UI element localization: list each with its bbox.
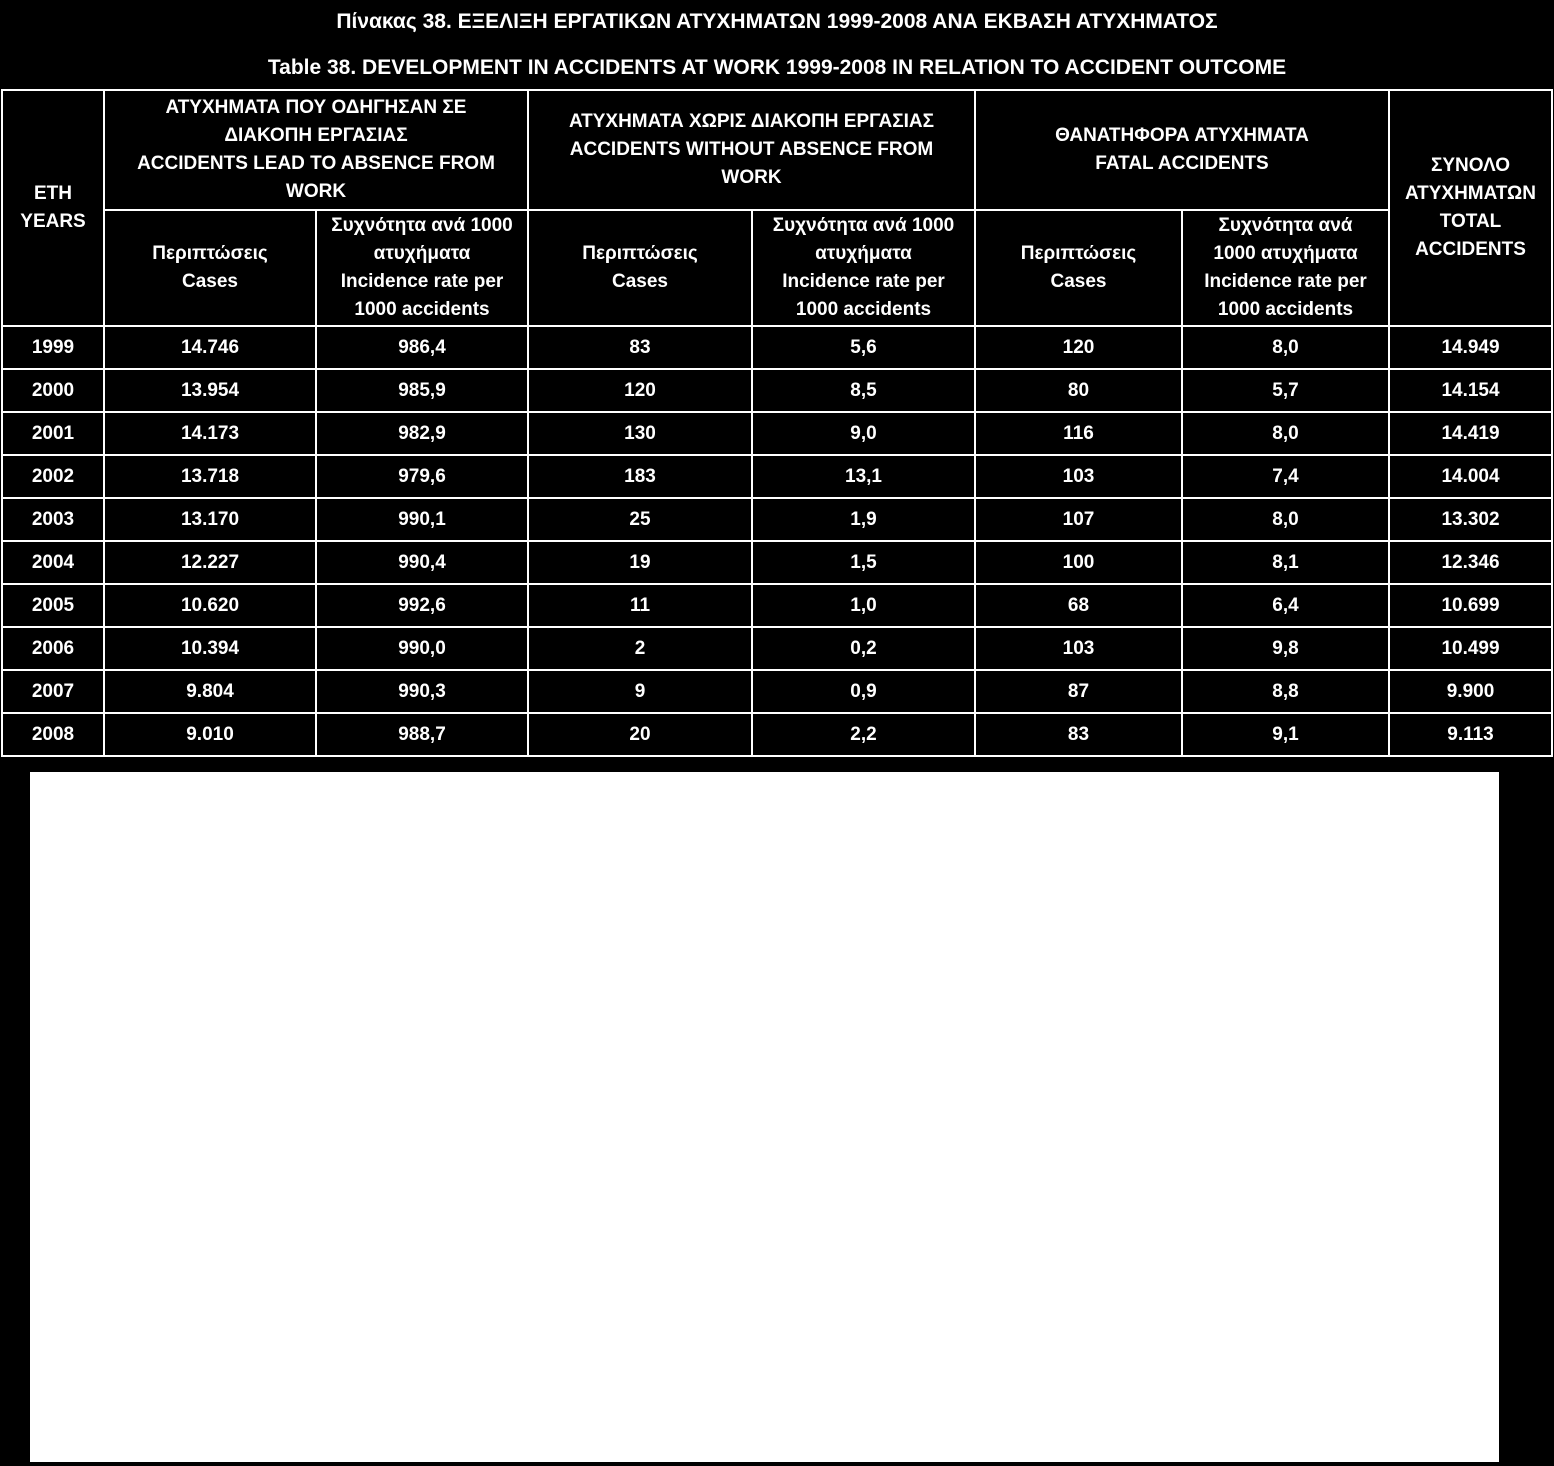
fatal-rate-cell: 8,0: [1182, 498, 1389, 541]
fatal-rate-cell: 6,4: [1182, 584, 1389, 627]
year-cell: 2008: [2, 713, 104, 756]
no-absence-rate-cell: 1,5: [752, 541, 975, 584]
header-text-line: ACCIDENTS WITHOUT ABSENCE FROM: [569, 139, 934, 160]
header-text-line: Περιπτώσεις: [582, 243, 698, 264]
table-row: [2, 455, 1552, 498]
year-cell: 2006: [2, 627, 104, 670]
absence-cases-cell: 13.170: [104, 498, 316, 541]
header-text-line: Περιπτώσεις: [1020, 243, 1137, 264]
header-text-line: ατυχήματα: [373, 243, 471, 264]
header-absence-cases: [104, 210, 316, 326]
absence-rate-cell: 990,4: [316, 541, 528, 584]
header-text-line: Συχνότητα ανά 1000: [772, 215, 955, 236]
header-text-line: Συχνότητα ανά: [1218, 215, 1353, 236]
no-absence-rate-cell: 5,6: [752, 326, 975, 369]
absence-cases-cell: 13.718: [104, 455, 316, 498]
header-text-line: 1000 accidents: [1217, 299, 1354, 320]
table-row: [2, 498, 1552, 541]
fatal-rate-cell: 8,0: [1182, 412, 1389, 455]
header-text-line: ατυχήματα: [815, 243, 912, 264]
fatal-cases-cell: 103: [975, 455, 1182, 498]
fatal-rate-cell: 7,4: [1182, 455, 1389, 498]
no-absence-rate-cell: 8,5: [752, 369, 975, 412]
header-no-absence-group: [528, 90, 975, 210]
year-cell: 2001: [2, 412, 104, 455]
header-text-line: WORK: [285, 181, 347, 202]
table-row: [2, 584, 1552, 627]
header-no-absence-cases: [528, 210, 752, 326]
header-text-line: ACCIDENTS LEAD TO ABSENCE FROM: [137, 153, 495, 174]
no-absence-cases-cell: 2: [528, 627, 752, 670]
no-absence-rate-cell: 13,1: [752, 455, 975, 498]
absence-rate-cell: 990,1: [316, 498, 528, 541]
header-text-line: TOTAL: [1439, 211, 1502, 232]
table-row: [2, 369, 1552, 412]
absence-rate-cell: 986,4: [316, 326, 528, 369]
header-absence-group: [104, 90, 528, 210]
table-row: [2, 326, 1552, 369]
header-text-line: Cases: [182, 271, 238, 292]
absence-rate-cell: 990,3: [316, 670, 528, 713]
header-text-line: ΑΤΥΧΗΜΑΤΑ ΧΩΡΙΣ ΔΙΑΚΟΠΗ ΕΡΓΑΣΙΑΣ: [568, 111, 935, 132]
header-text-line: 1000 ατυχήματα: [1213, 243, 1358, 264]
fatal-cases-cell: 87: [975, 670, 1182, 713]
header-fatal-cases: [975, 210, 1182, 326]
table-row: [2, 713, 1552, 756]
absence-rate-cell: 992,6: [316, 584, 528, 627]
header-years: [2, 90, 104, 326]
table-title-greek: Πίνακας 38. ΕΞΕΛΙΞΗ ΕΡΓΑΤΙΚΩΝ ΑΤΥΧΗΜΑΤΩΝ 1999-2008 ΑΝΑ ΕΚΒΑΣΗ ΑΤΥΧΗΜΑΤΟΣ: [336, 10, 1218, 33]
fatal-cases-cell: 107: [975, 498, 1182, 541]
fatal-cases-cell: 116: [975, 412, 1182, 455]
header-text-line: ΘΑΝΑΤΗΦΟΡΑ ΑΤΥΧΗΜΑΤΑ: [1055, 125, 1309, 146]
table-row: [2, 412, 1552, 455]
total-cell: 12.346: [1389, 541, 1552, 584]
total-cell: 14.154: [1389, 369, 1552, 412]
year-cell: 2000: [2, 369, 104, 412]
no-absence-rate-cell: 0,2: [752, 627, 975, 670]
no-absence-cases-cell: 9: [528, 670, 752, 713]
no-absence-rate-cell: 0,9: [752, 670, 975, 713]
no-absence-rate-cell: 1,0: [752, 584, 975, 627]
header-no-absence-rate: [752, 210, 975, 326]
header-years-greek: ΕΤΗ: [34, 183, 72, 204]
year-cell: 2004: [2, 541, 104, 584]
fatal-rate-cell: 9,1: [1182, 713, 1389, 756]
header-text-line: FATAL ACCIDENTS: [1095, 153, 1269, 174]
fatal-cases-cell: 68: [975, 584, 1182, 627]
no-absence-cases-cell: 25: [528, 498, 752, 541]
fatal-cases-cell: 83: [975, 713, 1182, 756]
absence-cases-cell: 14.173: [104, 412, 316, 455]
total-cell: 10.499: [1389, 627, 1552, 670]
header-text-line: ΑΤΥΧΗΜΑΤΩΝ: [1404, 183, 1536, 204]
header-text-line: ΣΥΝΟΛΟ: [1430, 155, 1510, 176]
header-text-line: Incidence rate per: [1204, 271, 1367, 292]
year-cell: 2003: [2, 498, 104, 541]
blank-chart-area: [30, 772, 1499, 1462]
header-text-line: Cases: [1050, 271, 1107, 292]
header-fatal-group: [975, 90, 1389, 210]
total-cell: 9.113: [1389, 713, 1552, 756]
fatal-rate-cell: 8,0: [1182, 326, 1389, 369]
absence-rate-cell: 988,7: [316, 713, 528, 756]
table-row: [2, 670, 1552, 713]
fatal-rate-cell: 8,1: [1182, 541, 1389, 584]
total-cell: 14.949: [1389, 326, 1552, 369]
header-text-line: ΑΤΥΧΗΜΑΤΑ ΠΟΥ ΟΔΗΓΗΣΑΝ ΣΕ: [165, 97, 467, 118]
header-years-english: YEARS: [20, 211, 86, 232]
header-text-line: 1000 accidents: [354, 299, 490, 320]
table-row: [2, 541, 1552, 584]
absence-rate-cell: 979,6: [316, 455, 528, 498]
year-cell: 2005: [2, 584, 104, 627]
absence-cases-cell: 14.746: [104, 326, 316, 369]
absence-cases-cell: 9.010: [104, 713, 316, 756]
fatal-cases-cell: 100: [975, 541, 1182, 584]
absence-cases-cell: 12.227: [104, 541, 316, 584]
no-absence-cases-cell: 19: [528, 541, 752, 584]
total-cell: 13.302: [1389, 498, 1552, 541]
total-cell: 14.004: [1389, 455, 1552, 498]
absence-rate-cell: 982,9: [316, 412, 528, 455]
fatal-rate-cell: 5,7: [1182, 369, 1389, 412]
no-absence-rate-cell: 9,0: [752, 412, 975, 455]
header-text-line: Περιπτώσεις: [152, 243, 268, 264]
header-fatal-rate: [1182, 210, 1389, 326]
no-absence-cases-cell: 130: [528, 412, 752, 455]
header-text-line: Incidence rate per: [782, 271, 945, 292]
absence-cases-cell: 9.804: [104, 670, 316, 713]
absence-cases-cell: 10.394: [104, 627, 316, 670]
header-text-line: Cases: [612, 271, 668, 292]
table-title-english: Table 38. DEVELOPMENT IN ACCIDENTS AT WORK 1999-2008 IN RELATION TO ACCIDENT OUTCOME: [267, 56, 1287, 79]
year-cell: 1999: [2, 326, 104, 369]
fatal-cases-cell: 103: [975, 627, 1182, 670]
absence-rate-cell: 990,0: [316, 627, 528, 670]
absence-rate-cell: 985,9: [316, 369, 528, 412]
no-absence-rate-cell: 2,2: [752, 713, 975, 756]
header-text-line: Συχνότητα ανά 1000: [331, 215, 513, 236]
fatal-rate-cell: 9,8: [1182, 627, 1389, 670]
total-cell: 14.419: [1389, 412, 1552, 455]
table-row: [2, 627, 1552, 670]
header-total: [1389, 90, 1552, 326]
header-text-line: WORK: [721, 167, 782, 188]
fatal-cases-cell: 80: [975, 369, 1182, 412]
header-text-line: Incidence rate per: [340, 271, 504, 292]
no-absence-cases-cell: 120: [528, 369, 752, 412]
absence-cases-cell: 13.954: [104, 369, 316, 412]
header-absence-rate: [316, 210, 528, 326]
accidents-table: [1, 89, 1553, 757]
total-cell: 9.900: [1389, 670, 1552, 713]
header-text-line: 1000 accidents: [795, 299, 932, 320]
no-absence-cases-cell: 11: [528, 584, 752, 627]
no-absence-rate-cell: 1,9: [752, 498, 975, 541]
header-text-line: ACCIDENTS: [1415, 239, 1526, 260]
absence-cases-cell: 10.620: [104, 584, 316, 627]
total-cell: 10.699: [1389, 584, 1552, 627]
fatal-cases-cell: 120: [975, 326, 1182, 369]
no-absence-cases-cell: 83: [528, 326, 752, 369]
no-absence-cases-cell: 20: [528, 713, 752, 756]
year-cell: 2007: [2, 670, 104, 713]
year-cell: 2002: [2, 455, 104, 498]
no-absence-cases-cell: 183: [528, 455, 752, 498]
fatal-rate-cell: 8,8: [1182, 670, 1389, 713]
header-text-line: ΔΙΑΚΟΠΗ ΕΡΓΑΣΙΑΣ: [224, 125, 408, 146]
